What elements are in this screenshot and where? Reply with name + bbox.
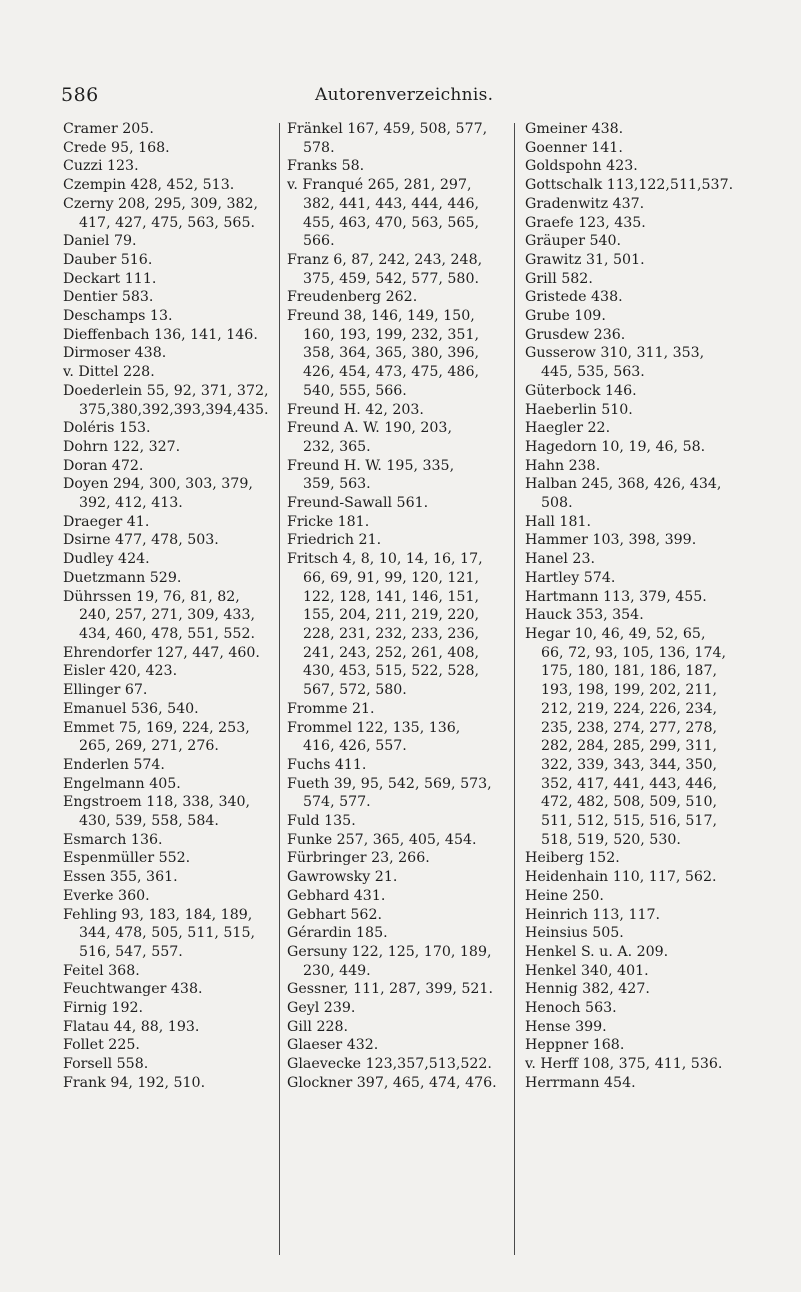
entry-line: Feitel 368. bbox=[63, 962, 140, 979]
entry-continuation: 540, 555, 566. bbox=[303, 382, 407, 399]
entry-continuation: 359, 563. bbox=[303, 476, 371, 493]
index-column-3 bbox=[525, 120, 757, 1093]
index-entry bbox=[287, 700, 502, 719]
index-entry bbox=[287, 513, 502, 532]
entry-continuation: 344, 478, 505, 511, 515, bbox=[79, 925, 255, 942]
entry-continuation: 518, 519, 520, 530. bbox=[541, 831, 681, 848]
entry-line: Essen 355, 361. bbox=[63, 869, 178, 886]
index-entry bbox=[63, 644, 276, 663]
entry-line: Gebhard 431. bbox=[287, 887, 386, 904]
entry-line: Hegar 10, 46, 49, 52, 65, bbox=[525, 625, 706, 642]
entry-line: Draeger 41. bbox=[63, 513, 150, 530]
index-entry bbox=[525, 550, 757, 569]
running-title: Autorenverzeichnis. bbox=[315, 85, 494, 105]
index-entry bbox=[63, 1018, 276, 1037]
index-entry bbox=[63, 662, 276, 681]
index-entry bbox=[287, 775, 502, 812]
entry-line: Grill 582. bbox=[525, 270, 593, 287]
entry-line: Gessner, 111, 287, 399, 521. bbox=[287, 981, 493, 998]
index-entry bbox=[525, 531, 757, 550]
index-entry bbox=[525, 326, 757, 345]
entry-line: Fehling 93, 183, 184, 189, bbox=[63, 906, 253, 923]
entry-line: Enderlen 574. bbox=[63, 756, 165, 773]
entry-continuation: 122, 128, 141, 146, 151, bbox=[303, 588, 479, 605]
index-entry bbox=[287, 550, 502, 700]
index-entry bbox=[287, 980, 502, 999]
index-entry bbox=[287, 494, 502, 513]
index-entry bbox=[287, 887, 502, 906]
index-entry bbox=[525, 924, 757, 943]
index-entry bbox=[63, 962, 276, 981]
entry-continuation: 66, 72, 93, 105, 136, 174, bbox=[541, 644, 727, 661]
entry-line: Gradenwitz 437. bbox=[525, 195, 645, 212]
index-entry bbox=[525, 120, 757, 139]
entry-line: Hammer 103, 398, 399. bbox=[525, 532, 697, 549]
index-entry bbox=[525, 569, 757, 588]
index-entry bbox=[63, 868, 276, 887]
entry-line: Heppner 168. bbox=[525, 1037, 625, 1054]
entry-continuation: 228, 231, 232, 233, 236, bbox=[303, 625, 479, 642]
index-entry bbox=[287, 943, 502, 980]
index-entry bbox=[287, 868, 502, 887]
entry-line: Freund H. W. 195, 335, bbox=[287, 457, 455, 474]
index-entry bbox=[63, 700, 276, 719]
entry-line: Frank 94, 192, 510. bbox=[63, 1074, 206, 1091]
index-entry bbox=[63, 906, 276, 962]
entry-continuation: 445, 535, 563. bbox=[541, 364, 645, 381]
entry-line: Gebhart 562. bbox=[287, 906, 382, 923]
entry-line: Follet 225. bbox=[63, 1037, 140, 1054]
entry-line: Grusdew 236. bbox=[525, 326, 626, 343]
entry-line: Hahn 238. bbox=[525, 457, 601, 474]
index-entry bbox=[63, 363, 276, 382]
entry-line: Gersuny 122, 125, 170, 189, bbox=[287, 943, 492, 960]
index-entry bbox=[525, 1036, 757, 1055]
entry-line: Güterbock 146. bbox=[525, 382, 637, 399]
entry-continuation: 322, 339, 343, 344, 350, bbox=[541, 756, 717, 773]
index-entry bbox=[63, 550, 276, 569]
entry-continuation: 232, 365. bbox=[303, 438, 371, 455]
index-entry bbox=[525, 1018, 757, 1037]
entry-line: Fueth 39, 95, 542, 569, 573, bbox=[287, 775, 492, 792]
index-entry bbox=[525, 251, 757, 270]
entry-line: Emmet 75, 169, 224, 253, bbox=[63, 719, 250, 736]
entry-continuation: 508. bbox=[541, 495, 573, 512]
entry-continuation: 358, 364, 365, 380, 396, bbox=[303, 345, 479, 362]
entry-line: Everke 360. bbox=[63, 887, 150, 904]
entry-line: Hauck 353, 354. bbox=[525, 607, 644, 624]
index-entry bbox=[287, 906, 502, 925]
index-entry bbox=[63, 999, 276, 1018]
entry-line: Czerny 208, 295, 309, 382, bbox=[63, 195, 259, 212]
entry-line: Espenmüller 552. bbox=[63, 850, 191, 867]
index-entry bbox=[525, 849, 757, 868]
entry-line: Graefe 123, 435. bbox=[525, 214, 646, 231]
entry-line: v. Herff 108, 375, 411, 536. bbox=[525, 1056, 723, 1073]
entry-line: Dentier 583. bbox=[63, 289, 154, 306]
index-entry bbox=[63, 382, 276, 419]
entry-continuation: 160, 193, 199, 232, 351, bbox=[303, 326, 479, 343]
entry-line: Goldspohn 423. bbox=[525, 158, 638, 175]
column-divider bbox=[514, 123, 515, 1255]
index-entry bbox=[525, 344, 757, 381]
index-entry bbox=[287, 1036, 502, 1055]
entry-line: Gräuper 540. bbox=[525, 233, 622, 250]
entry-line: Cuzzi 123. bbox=[63, 158, 139, 175]
index-entry bbox=[287, 401, 502, 420]
index-entry bbox=[287, 120, 502, 157]
entry-continuation: 241, 243, 252, 261, 408, bbox=[303, 644, 479, 661]
index-entry bbox=[63, 176, 276, 195]
entry-line: Cramer 205. bbox=[63, 121, 154, 137]
index-entry bbox=[287, 251, 502, 288]
index-entry bbox=[525, 868, 757, 887]
index-entry bbox=[525, 139, 757, 158]
entry-line: Feuchtwanger 438. bbox=[63, 981, 203, 998]
entry-line: Dudley 424. bbox=[63, 551, 150, 568]
index-entry bbox=[63, 1074, 276, 1093]
index-entry bbox=[63, 775, 276, 794]
entry-line: Forsell 558. bbox=[63, 1056, 149, 1073]
index-entry bbox=[287, 812, 502, 831]
index-entry bbox=[63, 831, 276, 850]
index-entry bbox=[63, 344, 276, 363]
index-entry bbox=[287, 176, 502, 251]
index-entry bbox=[63, 887, 276, 906]
entry-line: Gusserow 310, 311, 353, bbox=[525, 345, 705, 362]
index-entry bbox=[525, 270, 757, 289]
index-entry bbox=[287, 457, 502, 494]
entry-line: Freund A. W. 190, 203, bbox=[287, 420, 452, 437]
entry-continuation: 375,380,392,393,394,435. bbox=[79, 401, 269, 418]
index-entry bbox=[525, 980, 757, 999]
entry-continuation: 235, 238, 274, 277, 278, bbox=[541, 719, 717, 736]
entry-line: Fuchs 411. bbox=[287, 756, 367, 773]
page-number: 586 bbox=[61, 84, 99, 106]
index-entry bbox=[525, 606, 757, 625]
entry-line: Engelmann 405. bbox=[63, 775, 181, 792]
index-entry bbox=[287, 1055, 502, 1074]
page-header bbox=[0, 84, 801, 112]
entry-line: Flatau 44, 88, 193. bbox=[63, 1018, 200, 1035]
entry-line: Eisler 420, 423. bbox=[63, 663, 178, 680]
index-entry bbox=[63, 513, 276, 532]
index-entry bbox=[287, 831, 502, 850]
entry-continuation: 516, 547, 557. bbox=[79, 943, 183, 960]
entry-line: Fritsch 4, 8, 10, 14, 16, 17, bbox=[287, 551, 483, 568]
index-entry bbox=[63, 980, 276, 999]
index-entry bbox=[525, 438, 757, 457]
index-entry bbox=[525, 625, 757, 849]
entry-continuation: 430, 453, 515, 522, 528, bbox=[303, 663, 479, 680]
entry-line: Dieffenbach 136, 141, 146. bbox=[63, 326, 258, 343]
entry-line: Hagedorn 10, 19, 46, 58. bbox=[525, 438, 706, 455]
entry-line: Hanel 23. bbox=[525, 551, 595, 568]
index-entry bbox=[63, 326, 276, 345]
index-column-2 bbox=[287, 120, 502, 1093]
entry-line: Ellinger 67. bbox=[63, 682, 148, 699]
entry-line: Fürbringer 23, 266. bbox=[287, 850, 430, 867]
entry-continuation: 282, 284, 285, 299, 311, bbox=[541, 738, 717, 755]
index-entry bbox=[525, 1074, 757, 1093]
index-entry bbox=[287, 719, 502, 756]
index-entry bbox=[525, 943, 757, 962]
entry-continuation: 155, 204, 211, 219, 220, bbox=[303, 607, 479, 624]
entry-line: Freund 38, 146, 149, 150, bbox=[287, 308, 475, 325]
entry-line: Dührssen 19, 76, 81, 82, bbox=[63, 588, 240, 605]
entry-line: Deschamps 13. bbox=[63, 308, 173, 325]
entry-continuation: 193, 198, 199, 202, 211, bbox=[541, 682, 717, 699]
entry-line: Ehrendorfer 127, 447, 460. bbox=[63, 644, 260, 661]
entry-continuation: 434, 460, 478, 551, 552. bbox=[79, 625, 255, 642]
index-entry bbox=[63, 681, 276, 700]
entry-line: Freund H. 42, 203. bbox=[287, 401, 424, 418]
entry-continuation: 265, 269, 271, 276. bbox=[79, 738, 219, 755]
entry-line: Fuld 135. bbox=[287, 813, 356, 830]
entry-continuation: 175, 180, 181, 186, 187, bbox=[541, 663, 717, 680]
entry-line: Gawrowsky 21. bbox=[287, 869, 398, 886]
entry-line: Dauber 516. bbox=[63, 251, 153, 268]
index-entry bbox=[525, 382, 757, 401]
index-entry bbox=[525, 195, 757, 214]
index-entry bbox=[63, 120, 276, 139]
index-entry bbox=[525, 157, 757, 176]
entry-line: Franz 6, 87, 242, 243, 248, bbox=[287, 251, 483, 268]
entry-continuation: 566. bbox=[303, 233, 335, 250]
index-entry bbox=[525, 887, 757, 906]
entry-continuation: 66, 69, 91, 99, 120, 121, bbox=[303, 569, 479, 586]
entry-line: Herrmann 454. bbox=[525, 1074, 636, 1091]
index-entry bbox=[287, 288, 502, 307]
entry-line: Glockner 397, 465, 474, 476. bbox=[287, 1074, 497, 1091]
entry-line: Czempin 428, 452, 513. bbox=[63, 177, 235, 194]
index-entry bbox=[287, 531, 502, 550]
entry-line: Hartmann 113, 379, 455. bbox=[525, 588, 707, 605]
entry-line: Crede 95, 168. bbox=[63, 139, 170, 156]
entry-line: Hartley 574. bbox=[525, 569, 616, 586]
index-entry bbox=[525, 962, 757, 981]
index-entry bbox=[63, 793, 276, 830]
index-entry bbox=[63, 139, 276, 158]
entry-continuation: 430, 539, 558, 584. bbox=[79, 813, 219, 830]
entry-line: Hennig 382, 427. bbox=[525, 981, 650, 998]
index-entry bbox=[63, 288, 276, 307]
entry-line: Doléris 153. bbox=[63, 420, 151, 437]
entry-line: Engstroem 118, 338, 340, bbox=[63, 794, 251, 811]
entry-continuation: 455, 463, 470, 563, 565, bbox=[303, 214, 479, 231]
index-entry bbox=[63, 251, 276, 270]
index-entry bbox=[287, 307, 502, 401]
entry-line: Daniel 79. bbox=[63, 233, 137, 250]
entry-continuation: 472, 482, 508, 509, 510, bbox=[541, 794, 717, 811]
index-entry bbox=[287, 419, 502, 456]
entry-continuation: 578. bbox=[303, 139, 335, 156]
entry-line: Franks 58. bbox=[287, 158, 365, 175]
entry-continuation: 416, 426, 557. bbox=[303, 738, 407, 755]
index-entry bbox=[63, 719, 276, 756]
entry-line: v. Franqué 265, 281, 297, bbox=[287, 177, 472, 194]
entry-continuation: 382, 441, 443, 444, 446, bbox=[303, 195, 479, 212]
entry-line: Heinrich 113, 117. bbox=[525, 906, 661, 923]
index-entry bbox=[287, 756, 502, 775]
entry-line: Friedrich 21. bbox=[287, 532, 382, 549]
entry-line: v. Dittel 228. bbox=[63, 364, 155, 381]
entry-line: Heiberg 152. bbox=[525, 850, 620, 867]
entry-line: Gérardin 185. bbox=[287, 925, 388, 942]
entry-line: Gristede 438. bbox=[525, 289, 623, 306]
entry-line: Gmeiner 438. bbox=[525, 121, 624, 137]
entry-line: Henkel S. u. A. 209. bbox=[525, 943, 669, 960]
index-entry bbox=[63, 307, 276, 326]
entry-line: Heidenhain 110, 117, 562. bbox=[525, 869, 717, 886]
index-entry bbox=[63, 157, 276, 176]
index-entry bbox=[287, 924, 502, 943]
entry-continuation: 426, 454, 473, 475, 486, bbox=[303, 364, 479, 381]
entry-line: Haeberlin 510. bbox=[525, 401, 633, 418]
entry-line: Funke 257, 365, 405, 454. bbox=[287, 831, 477, 848]
index-entry bbox=[63, 531, 276, 550]
index-entry bbox=[525, 1055, 757, 1074]
entry-line: Geyl 239. bbox=[287, 1000, 356, 1017]
column-divider bbox=[279, 123, 280, 1255]
index-entry bbox=[525, 232, 757, 251]
entry-continuation: 352, 417, 441, 443, 446, bbox=[541, 775, 717, 792]
index-entry bbox=[525, 307, 757, 326]
entry-line: Haegler 22. bbox=[525, 420, 611, 437]
entry-line: Fromme 21. bbox=[287, 700, 375, 717]
entry-continuation: 230, 449. bbox=[303, 962, 371, 979]
entry-line: Fränkel 167, 459, 508, 577, bbox=[287, 121, 488, 137]
index-entry bbox=[525, 401, 757, 420]
entry-line: Glaevecke 123,357,513,522. bbox=[287, 1056, 492, 1073]
entry-line: Doyen 294, 300, 303, 379, bbox=[63, 476, 253, 493]
entry-line: Goenner 141. bbox=[525, 139, 623, 156]
index-entry bbox=[525, 475, 757, 512]
entry-line: Dirmoser 438. bbox=[63, 345, 167, 362]
index-entry bbox=[287, 1074, 502, 1093]
index-entry bbox=[287, 157, 502, 176]
entry-line: Gill 228. bbox=[287, 1018, 349, 1035]
index-entry bbox=[63, 438, 276, 457]
entry-line: Grawitz 31, 501. bbox=[525, 251, 645, 268]
index-entry bbox=[287, 999, 502, 1018]
entry-line: Deckart 111. bbox=[63, 270, 157, 287]
index-column-1 bbox=[63, 120, 276, 1093]
index-entry bbox=[525, 288, 757, 307]
entry-line: Hense 399. bbox=[525, 1018, 607, 1035]
index-entry bbox=[287, 1018, 502, 1037]
index-entry bbox=[525, 214, 757, 233]
entry-line: Dohrn 122, 327. bbox=[63, 438, 181, 455]
index-entry bbox=[63, 1055, 276, 1074]
entry-line: Fricke 181. bbox=[287, 513, 370, 530]
index-entry bbox=[63, 457, 276, 476]
index-entry bbox=[63, 588, 276, 644]
index-entry bbox=[63, 270, 276, 289]
entry-line: Duetzmann 529. bbox=[63, 569, 182, 586]
index-entry bbox=[63, 1036, 276, 1055]
entry-continuation: 240, 257, 271, 309, 433, bbox=[79, 607, 255, 624]
entry-line: Glaeser 432. bbox=[287, 1037, 379, 1054]
index-entry bbox=[525, 906, 757, 925]
entry-continuation: 375, 459, 542, 577, 580. bbox=[303, 270, 479, 287]
index-entry bbox=[287, 849, 502, 868]
entry-line: Doran 472. bbox=[63, 457, 144, 474]
index-entry bbox=[63, 419, 276, 438]
entry-line: Emanuel 536, 540. bbox=[63, 700, 199, 717]
entry-line: Gottschalk 113,122,511,537. bbox=[525, 177, 734, 194]
index-entry bbox=[63, 849, 276, 868]
entry-line: Esmarch 136. bbox=[63, 831, 163, 848]
index-entry bbox=[525, 588, 757, 607]
entry-line: Dsirne 477, 478, 503. bbox=[63, 532, 219, 549]
entry-line: Freudenberg 262. bbox=[287, 289, 418, 306]
entry-line: Henkel 340, 401. bbox=[525, 962, 649, 979]
entry-continuation: 567, 572, 580. bbox=[303, 682, 407, 699]
entry-continuation: 212, 219, 224, 226, 234, bbox=[541, 700, 717, 717]
index-entry bbox=[63, 195, 276, 232]
index-entry bbox=[63, 569, 276, 588]
entry-continuation: 417, 427, 475, 563, 565. bbox=[79, 214, 255, 231]
entry-line: Heine 250. bbox=[525, 887, 604, 904]
entry-line: Heinsius 505. bbox=[525, 925, 624, 942]
index-entry bbox=[525, 457, 757, 476]
index-entry bbox=[63, 756, 276, 775]
entry-continuation: 511, 512, 515, 516, 517, bbox=[541, 813, 717, 830]
index-entry bbox=[525, 999, 757, 1018]
entry-line: Henoch 563. bbox=[525, 1000, 617, 1017]
entry-line: Halban 245, 368, 426, 434, bbox=[525, 476, 722, 493]
index-entry bbox=[525, 176, 757, 195]
entry-line: Firnig 192. bbox=[63, 1000, 144, 1017]
entry-line: Doederlein 55, 92, 371, 372, bbox=[63, 382, 269, 399]
index-entry bbox=[525, 419, 757, 438]
entry-line: Hall 181. bbox=[525, 513, 592, 530]
entry-line: Frommel 122, 135, 136, bbox=[287, 719, 461, 736]
index-entry bbox=[63, 475, 276, 512]
entry-continuation: 392, 412, 413. bbox=[79, 495, 183, 512]
index-entry bbox=[525, 513, 757, 532]
index-entry bbox=[63, 232, 276, 251]
entry-line: Grube 109. bbox=[525, 308, 606, 325]
entry-line: Freund-Sawall 561. bbox=[287, 495, 429, 512]
entry-continuation: 574, 577. bbox=[303, 794, 371, 811]
